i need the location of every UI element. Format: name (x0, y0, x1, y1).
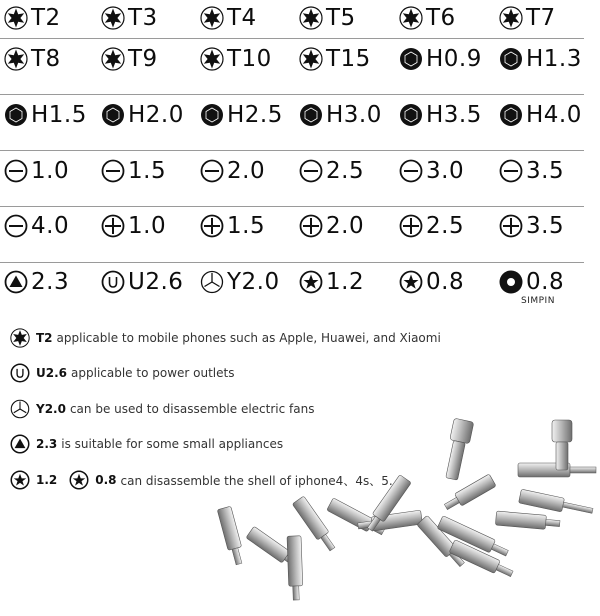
bit-size-torx (200, 0, 257, 36)
torx-icon (299, 6, 323, 30)
torx-icon (200, 47, 224, 71)
hex-icon (499, 103, 523, 127)
bit-size-label: T3 (128, 5, 158, 31)
torx-icon (10, 328, 30, 348)
bit-size-label: 1.0 (31, 158, 70, 184)
bit-size-hex (399, 97, 482, 133)
torx-icon (399, 6, 423, 30)
bit-size-label: 2.5 (426, 213, 465, 239)
slotted-icon (200, 159, 224, 183)
bit-size-slot (399, 153, 464, 189)
slotted-icon (299, 159, 323, 183)
note-text: applicable to power outlets (71, 366, 235, 380)
u-shape-icon (10, 363, 30, 383)
bit-size-label: H0.9 (426, 46, 482, 72)
bit-size-phillips (101, 208, 166, 244)
torx-icon (4, 47, 28, 71)
note-bit-label: 1.2 (36, 473, 58, 487)
hex-icon (299, 103, 323, 127)
bit-size-slot (499, 153, 564, 189)
bit-size-label: 2.5 (326, 158, 365, 184)
bit-size-phillips (499, 208, 564, 244)
bit-11 (442, 474, 496, 513)
pentalobe-star-icon (10, 470, 30, 490)
bit-size-label: T9 (128, 46, 158, 72)
bit-size-hex (299, 97, 382, 133)
row-divider (0, 94, 584, 95)
phillips-icon (299, 214, 323, 238)
u-shape-icon (101, 270, 125, 294)
slotted-icon (4, 214, 28, 238)
slotted-icon (101, 159, 125, 183)
bit-size-label: T4 (227, 5, 257, 31)
bit-size-torx (299, 0, 356, 36)
bit-size-label: T8 (31, 46, 61, 72)
bit-size-torx (101, 0, 158, 36)
bit-size-phillips (200, 208, 265, 244)
bit-size-slot (4, 153, 69, 189)
y-tri-wing-icon (200, 270, 224, 294)
bit-size-label: H3.5 (426, 102, 482, 128)
bit-size-label: 2.3 (31, 269, 70, 295)
note-bit-label: 2.3 (36, 437, 58, 451)
phillips-icon (101, 214, 125, 238)
hex-icon (399, 47, 423, 71)
hex-icon (101, 103, 125, 127)
bit-size-hex (200, 97, 283, 133)
usage-note (10, 326, 441, 350)
hex-icon (200, 103, 224, 127)
pentalobe-star-icon (399, 270, 423, 294)
bit-size-slot (299, 153, 364, 189)
slotted-icon (499, 159, 523, 183)
bit-size-torx (4, 41, 61, 77)
slotted-icon (399, 159, 423, 183)
torx-icon (299, 47, 323, 71)
triangle-icon (4, 270, 28, 294)
bit-size-label: 1.5 (128, 158, 167, 184)
bit-size-label: 4.0 (31, 213, 70, 239)
torx-icon (200, 6, 224, 30)
row-divider (0, 38, 584, 39)
note-bit-label: U2.6 (36, 366, 68, 380)
hex-icon (399, 103, 423, 127)
torx-icon (4, 6, 28, 30)
phillips-icon (499, 214, 523, 238)
bit-size-label: H2.5 (227, 102, 283, 128)
note-text: is suitable for some small appliances (61, 437, 284, 451)
bit-size-label: 3.0 (426, 158, 465, 184)
bit-12 (495, 511, 560, 531)
bit-size-label: H3.0 (326, 102, 382, 128)
bit-size-star (299, 264, 364, 300)
bit-size-label: 3.5 (526, 213, 565, 239)
screwdriver-bits-photo (190, 400, 600, 616)
bit-size-torx (499, 0, 556, 36)
simpin-label: SIMPIN (521, 296, 555, 306)
bit-size-label: T6 (426, 5, 456, 31)
simpin-icon (499, 270, 523, 294)
bit-size-slot (101, 153, 166, 189)
bit-size-torx (200, 41, 272, 77)
slotted-icon (4, 159, 28, 183)
bit-size-label: 0.8 (526, 269, 565, 295)
pentalobe-star-icon (69, 470, 89, 490)
bit-size-star (399, 264, 464, 300)
bit-size-label: 1.0 (128, 213, 167, 239)
bit-size-label: H1.5 (31, 102, 87, 128)
bit-size-hex (499, 41, 582, 77)
note-text: applicable to mobile phones such as Apple, Huawei, and Xiaomi (56, 331, 441, 345)
bit-size-triangle (4, 264, 69, 300)
phillips-icon (200, 214, 224, 238)
note-bit-label: 0.8 (95, 473, 117, 487)
bit-size-label: 1.5 (227, 213, 266, 239)
bit-15 (442, 418, 474, 481)
bit-size-label: 3.5 (526, 158, 565, 184)
bit-size-phillips (299, 208, 364, 244)
bit-3 (287, 536, 303, 600)
y-tri-wing-icon (10, 399, 30, 419)
bit-16 (552, 420, 572, 470)
bit-size-label: U2.6 (128, 269, 184, 295)
bit-1 (217, 506, 246, 566)
note-text: can disassemble the shell of iphone4、4s、5. (120, 473, 393, 488)
bit-size-torx (399, 0, 456, 36)
hex-icon (499, 47, 523, 71)
triangle-icon (10, 434, 30, 454)
note-bit-label: Y2.0 (36, 402, 66, 416)
bit-size-label: T10 (227, 46, 272, 72)
bit-size-u (101, 264, 183, 300)
hex-icon (4, 103, 28, 127)
row-divider (0, 206, 584, 207)
bit-size-slot (200, 153, 265, 189)
bit-size-label: T15 (326, 46, 371, 72)
usage-note (10, 361, 234, 385)
bit-size-hex (4, 97, 87, 133)
bit-size-label: H2.0 (128, 102, 184, 128)
bit-size-label: 2.0 (227, 158, 266, 184)
row-divider (0, 262, 584, 263)
bit-size-torx (4, 0, 61, 36)
torx-icon (499, 6, 523, 30)
bit-size-label: T2 (31, 5, 61, 31)
torx-icon (101, 47, 125, 71)
bit-size-label: Y2.0 (227, 269, 280, 295)
bit-size-torx (101, 41, 158, 77)
bit-size-hex (499, 97, 582, 133)
bit-size-label: 1.2 (326, 269, 365, 295)
bit-size-label: 0.8 (426, 269, 465, 295)
bit-size-label: H4.0 (526, 102, 582, 128)
bit-size-label: T7 (526, 5, 556, 31)
phillips-icon (399, 214, 423, 238)
bit-size-hex (101, 97, 184, 133)
note-text: can be used to disassemble electric fans (69, 402, 315, 416)
torx-icon (101, 6, 125, 30)
bit-size-y (200, 264, 280, 300)
bit-size-label: T5 (326, 5, 356, 31)
row-divider (0, 150, 584, 151)
bit-size-pin (499, 264, 564, 300)
bit-size-slot (4, 208, 69, 244)
bit-size-hex (399, 41, 482, 77)
bit-size-label: H1.3 (526, 46, 582, 72)
note-bit-label: T2 (36, 331, 53, 345)
bit-size-label: 2.0 (326, 213, 365, 239)
bit-size-torx (299, 41, 371, 77)
bit-size-phillips (399, 208, 464, 244)
pentalobe-star-icon (299, 270, 323, 294)
